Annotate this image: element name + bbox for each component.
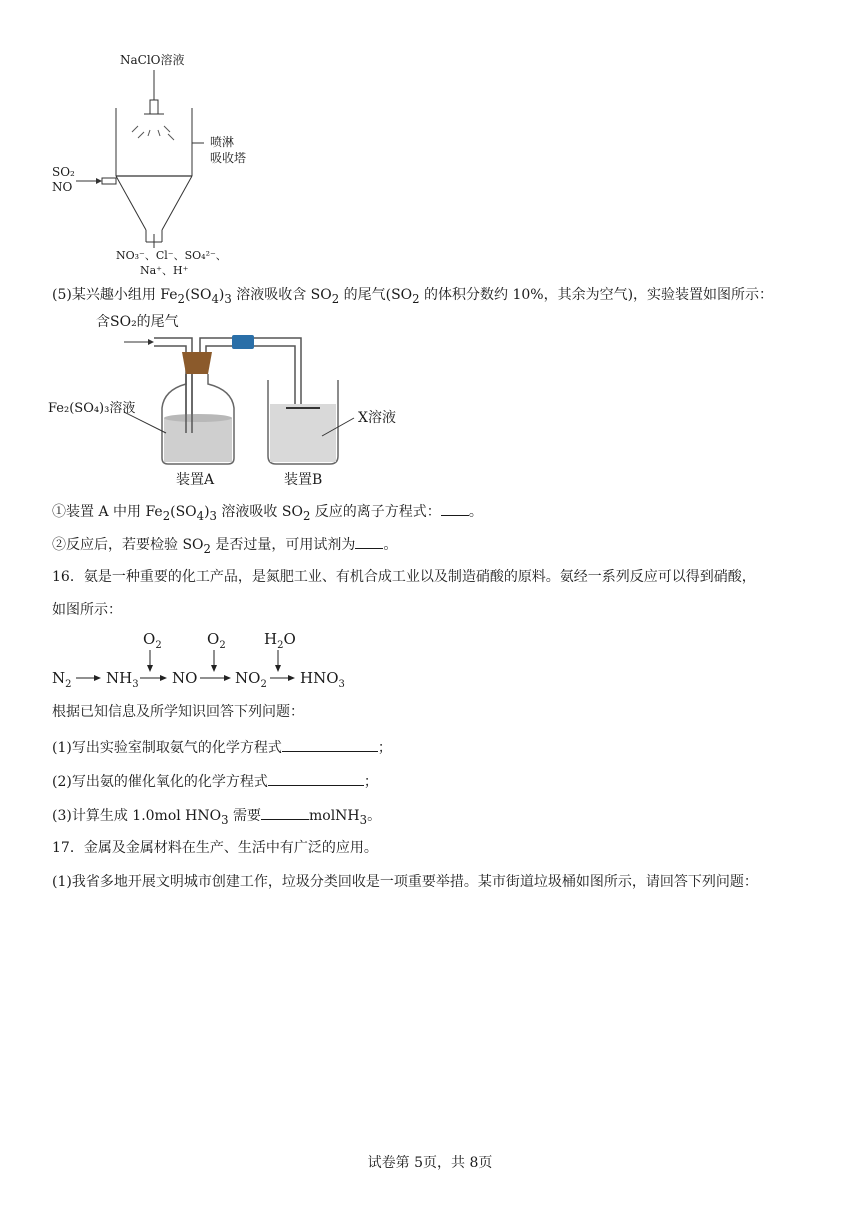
- connector: [232, 335, 254, 349]
- gas-in-so2: SO₂: [52, 165, 75, 179]
- reaction-flow-diagram: [52, 628, 372, 692]
- q16-part2: (2)写出氨的催化氧化的化学方程式 ；: [52, 774, 378, 790]
- svg-text:NO2: $NO_2$: [235, 669, 267, 690]
- gas-tail-label: 含SO₂的尾气: [96, 314, 179, 330]
- q16-intro: 根据已知信息及所学知识回答下列问题：: [52, 704, 304, 720]
- fe-solution-label: Fe₂(SO₄)₃溶液: [48, 401, 136, 416]
- x-solution-label: X溶液: [358, 410, 396, 426]
- q16-part3: (3)计算生成 1.0mol $HNO_3$ 需要 molNH$_3$。: [52, 808, 382, 827]
- page-footer: 试卷第 5页，共 8页: [367, 1155, 493, 1171]
- naclo-label: NaClO溶液: [120, 53, 185, 67]
- device-b-label: 装置B: [284, 472, 323, 488]
- answer-blank[interactable]: [282, 738, 378, 752]
- svg-text:NO: NO: [172, 669, 198, 687]
- outlet-ions-1: NO₃⁻、Cl⁻、SO₄²⁻、: [116, 249, 227, 262]
- svg-text:N2: $N_2$: [52, 669, 72, 690]
- q15-part5-text: (5)某兴趣小组用 $Fe_2(SO_4)_3$ 溶液吸收含 $SO_2$ 的尾气($SO_2$ 的体积分数约 10%，其余为空气)，实验装置如图所示：: [52, 287, 774, 306]
- answer-blank[interactable]: [355, 535, 383, 549]
- q15-sub2: ②反应后，若要检验 $SO_2$ 是否过量，可用试剂为 。: [52, 537, 398, 556]
- apparatus-figure: [46, 308, 406, 493]
- svg-text:O2: $O_2$: [143, 630, 162, 651]
- svg-text:H2O: $H_2O$: [264, 630, 296, 651]
- answer-blank[interactable]: [268, 772, 364, 786]
- tower-label-1: 喷淋: [210, 135, 235, 149]
- gas-in-no: NO: [52, 180, 73, 194]
- q15-sub1: ①装置 A 中用 $Fe_2(SO_4)_3$ 溶液吸收 $SO_2$ 反应的离子方程式： 。: [52, 504, 483, 523]
- tower-label-2: 吸收塔: [210, 151, 247, 165]
- answer-blank[interactable]: [441, 502, 469, 516]
- svg-text:HNO3: $HNO_3$: [300, 669, 345, 690]
- svg-text:O2: $O_2$: [207, 630, 226, 651]
- q16-stem-line1: 16．氨是一种重要的化工产品，是氮肥工业、有机合成工业以及制造硝酸的原料。氨经一系列反应可以得到硝酸，: [52, 569, 756, 585]
- q17-stem: 17．金属及金属材料在生产、生活中有广泛的应用。: [52, 840, 378, 856]
- q16-stem-line2: 如图所示：: [52, 602, 122, 618]
- q16-part1: (1)写出实验室制取氨气的化学方程式 ；: [52, 740, 392, 756]
- outlet-ions-2: Na⁺、H⁺: [140, 264, 189, 277]
- answer-blank[interactable]: [261, 806, 309, 820]
- device-a-label: 装置A: [176, 472, 215, 488]
- q17-part1: (1)我省多地开展文明城市创建工作，垃圾分类回收是一项重要举措。某市街道垃圾桶如图所示，请回答下列问题：: [52, 874, 758, 890]
- svg-text:NH3: $NH_3$: [106, 669, 139, 690]
- absorption-tower-figure: [40, 48, 280, 278]
